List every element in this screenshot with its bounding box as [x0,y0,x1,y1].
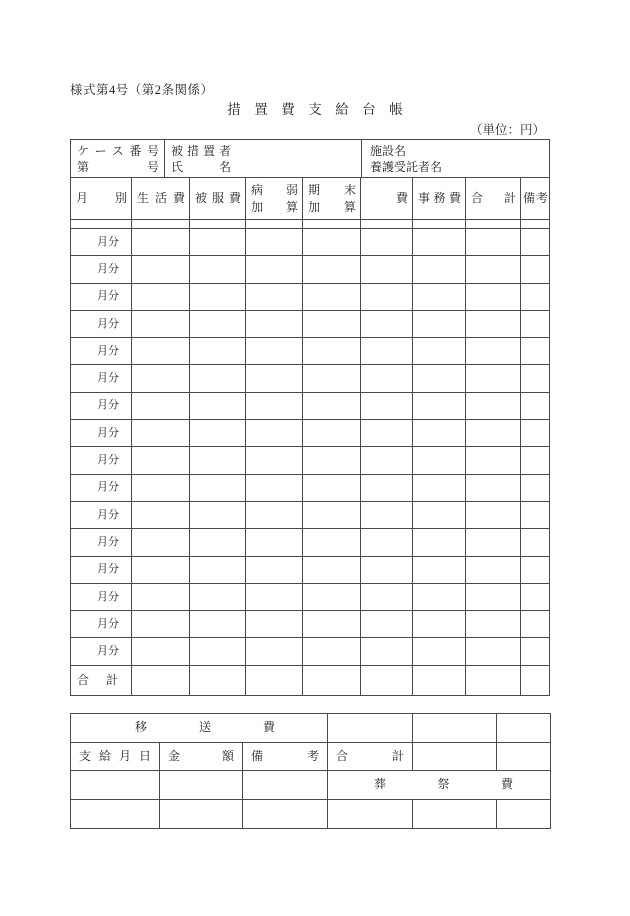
entry-cell [361,502,413,529]
entry-cell [521,529,549,556]
month-label: 月分 [97,372,119,385]
funeral-value-cell [328,800,413,829]
col-header-fee [361,178,413,220]
entry-cell [521,229,549,256]
payment-entry-cell [243,771,328,800]
entry-cell [413,475,466,502]
col-header-admin-cost [413,178,466,220]
form-number: 様式第4号（第2条関係） [70,83,214,97]
month-label-cell [71,502,132,529]
payment-table [70,713,551,829]
header-spacer-cell [521,220,549,229]
entry-cell [303,284,361,311]
entry-cell [466,311,521,338]
ledger-total-value-cell [303,666,361,695]
entry-cell [466,502,521,529]
entry-cell [190,311,246,338]
entry-cell [361,584,413,611]
month-label-cell [71,447,132,474]
entry-cell [132,311,190,338]
entry-cell [361,420,413,447]
entry-cell [132,638,190,665]
transport-value-cell [328,714,413,743]
payment-entry-cell [243,800,328,829]
entry-cell [190,256,246,283]
col-header-label: 被服費 [195,191,241,205]
ledger-total-value-cell [190,666,246,695]
entry-cell [361,393,413,420]
payment-date-header-cell [71,743,160,772]
entry-cell [303,557,361,584]
col-header-label: 加 算 [308,199,356,214]
entry-cell [132,475,190,502]
col-header-label: 病 弱 [251,182,298,197]
entry-cell [190,502,246,529]
entry-cell [521,284,549,311]
entry-cell [246,311,303,338]
entry-cell [303,447,361,474]
entry-cell [361,638,413,665]
col-header-month [71,178,132,220]
month-label: 月分 [97,344,119,357]
entry-cell [361,611,413,638]
entry-cell [246,611,303,638]
entry-cell [190,393,246,420]
entry-cell [466,393,521,420]
entry-cell [132,447,190,474]
entry-cell [132,529,190,556]
entry-cell [246,475,303,502]
transport-fee-header-cell [71,714,328,743]
entry-cell [413,256,466,283]
entry-cell [190,338,246,365]
col-header-label: 備考 [523,191,548,205]
entry-cell [190,475,246,502]
entry-cell [466,529,521,556]
entry-cell [190,638,246,665]
ledger-total-value-cell [413,666,466,695]
month-label-cell [71,365,132,392]
col-header-label: 期 末 [308,182,356,197]
month-label: 月分 [97,508,119,521]
entry-cell [361,311,413,338]
entry-cell [246,557,303,584]
header-spacer-cell [71,220,132,229]
entry-cell [190,611,246,638]
month-label-cell [71,611,132,638]
entry-cell [246,638,303,665]
entry-cell [466,447,521,474]
entry-cell [466,256,521,283]
month-label: 月分 [97,590,119,603]
month-label-cell [71,393,132,420]
entry-cell [413,284,466,311]
entry-cell [303,338,361,365]
col-header-label: 合 計 [471,191,516,205]
ledger-header-row-1 [71,140,549,178]
month-label: 月分 [97,426,119,439]
entry-cell [521,638,549,665]
entry-cell [466,338,521,365]
entry-cell [246,393,303,420]
entry-cell [466,420,521,447]
transport-value-cell [413,714,497,743]
facility-label-line2: 養護受託者名 [370,159,443,174]
entry-cell [413,557,466,584]
header-spacer-cell [190,220,246,229]
entry-cell [413,611,466,638]
entry-cell [413,447,466,474]
entry-cell [132,393,190,420]
funeral-fee-header-cell [328,771,550,800]
month-label: 月分 [97,262,119,275]
ledger-total-value-cell [466,666,521,695]
entry-cell [190,420,246,447]
entry-cell [413,584,466,611]
col-header-label: 事務費 [418,191,461,205]
person-header-cell [165,140,362,178]
funeral-value-cell [413,800,497,829]
col-header-label: 生活費 [137,191,185,205]
entry-cell [466,284,521,311]
entry-cell [521,256,549,283]
entry-cell [413,529,466,556]
entry-cell [361,365,413,392]
entry-cell [521,475,549,502]
entry-cell [521,311,549,338]
person-label-line2: 氏 名 [171,159,236,174]
amount-header-cell [160,743,243,772]
remarks-header-cell [243,743,328,772]
payment-entry-cell [71,771,160,800]
entry-cell [521,447,549,474]
entry-cell [361,557,413,584]
entry-cell [466,365,521,392]
funeral-value-cell [497,800,550,829]
entry-cell [246,584,303,611]
payment-total-label: 合 計 [336,748,404,763]
entry-cell [413,393,466,420]
entry-cell [361,447,413,474]
month-label: 月分 [97,481,119,494]
col-header-living-cost [132,178,190,220]
entry-cell [190,365,246,392]
facility-header-cell [362,140,549,178]
entry-cell [361,256,413,283]
entry-cell [303,393,361,420]
entry-cell [303,311,361,338]
entry-cell [132,338,190,365]
entry-cell [361,229,413,256]
entry-cell [246,529,303,556]
ledger-total-value-cell [246,666,303,695]
page-title: 措 置 費 支 給 台 帳 [227,102,403,117]
entry-cell [466,557,521,584]
entry-cell [303,638,361,665]
month-label-cell [71,338,132,365]
entry-cell [190,447,246,474]
entry-cell [413,638,466,665]
payment-total-value-cell [413,743,497,772]
entry-cell [466,584,521,611]
ledger-table [70,139,550,696]
entry-cell [413,420,466,447]
entry-cell [303,502,361,529]
month-label: 月分 [97,535,119,548]
month-label-cell [71,638,132,665]
month-label-cell [71,256,132,283]
unit-note: （単位：円） [469,123,545,137]
entry-cell [246,502,303,529]
payment-grid [71,714,550,828]
ledger-grid [71,178,549,695]
entry-cell [466,229,521,256]
entry-cell [361,338,413,365]
month-label-cell [71,557,132,584]
col-header-sickness-addition [246,178,303,220]
entry-cell [246,338,303,365]
entry-cell [246,447,303,474]
col-header-term-end-addition [303,178,361,220]
case-number-header-cell [71,140,165,178]
entry-cell [361,284,413,311]
entry-cell [466,638,521,665]
entry-cell [303,256,361,283]
person-label-line1: 被措置者 [171,144,236,158]
month-label: 月分 [97,563,119,576]
month-label: 月分 [97,399,119,412]
month-label-cell [71,311,132,338]
entry-cell [190,229,246,256]
entry-cell [303,611,361,638]
entry-cell [246,256,303,283]
payment-date-label: 支給月日 [79,748,151,763]
entry-cell [190,557,246,584]
month-label: 月分 [97,454,119,467]
col-header-clothing-cost [190,178,246,220]
entry-cell [246,284,303,311]
col-header-label: 月 別 [76,191,127,205]
ledger-total-label: 合 計 [77,672,118,687]
case-number-label-line2: 第 号 [77,159,159,174]
entry-cell [190,529,246,556]
col-header-remarks [521,178,549,220]
entry-cell [132,229,190,256]
entry-cell [466,475,521,502]
entry-cell [521,502,549,529]
entry-cell [132,611,190,638]
entry-cell [132,502,190,529]
entry-cell [132,256,190,283]
month-label: 月分 [97,235,119,248]
payment-total-value-cell [497,743,550,772]
remarks-label: 備 考 [251,748,319,763]
month-label-cell [71,529,132,556]
entry-cell [303,584,361,611]
header-spacer-cell [132,220,190,229]
col-header-label: 加 算 [251,199,298,214]
entry-cell [246,420,303,447]
entry-cell [361,475,413,502]
ledger-total-value-cell [521,666,549,695]
payment-entry-cell [71,800,160,829]
entry-cell [413,502,466,529]
month-label: 月分 [97,617,119,630]
entry-cell [303,420,361,447]
month-label: 月分 [97,290,119,303]
month-label-cell [71,420,132,447]
entry-cell [132,557,190,584]
entry-cell [413,311,466,338]
entry-cell [190,284,246,311]
entry-cell [303,365,361,392]
month-label-cell [71,584,132,611]
payment-entry-cell [160,771,243,800]
entry-cell [303,529,361,556]
entry-cell [246,365,303,392]
ledger-total-value-cell [132,666,190,695]
entry-cell [413,229,466,256]
entry-cell [521,420,549,447]
header-spacer-cell [466,220,521,229]
month-label-cell [71,475,132,502]
entry-cell [190,584,246,611]
header-spacer-cell [303,220,361,229]
entry-cell [246,229,303,256]
entry-cell [132,584,190,611]
month-label: 月分 [97,645,119,658]
header-spacer-cell [413,220,466,229]
facility-label-line1: 施設名 [370,144,407,158]
case-number-label-line1: ケース番号 [77,144,159,158]
ledger-total-label-cell [71,666,132,695]
col-header-total [466,178,521,220]
entry-cell [521,338,549,365]
transport-value-cell [497,714,550,743]
entry-cell [361,529,413,556]
entry-cell [521,365,549,392]
amount-label: 金 額 [168,748,234,763]
transport-fee-label: 移 送 費 [135,720,275,735]
entry-cell [303,475,361,502]
entry-cell [521,584,549,611]
entry-cell [132,284,190,311]
entry-cell [132,420,190,447]
funeral-fee-label: 葬 祭 費 [374,777,513,792]
payment-entry-cell [160,800,243,829]
entry-cell [413,338,466,365]
payment-total-label-cell [328,743,413,772]
month-label-cell [71,284,132,311]
col-header-label: 費 [395,191,408,205]
ledger-total-value-cell [361,666,413,695]
entry-cell [466,611,521,638]
header-spacer-cell [361,220,413,229]
entry-cell [521,611,549,638]
month-label: 月分 [97,317,119,330]
entry-cell [521,557,549,584]
entry-cell [303,229,361,256]
month-label-cell [71,229,132,256]
entry-cell [521,393,549,420]
entry-cell [413,365,466,392]
entry-cell [132,365,190,392]
header-spacer-cell [246,220,303,229]
